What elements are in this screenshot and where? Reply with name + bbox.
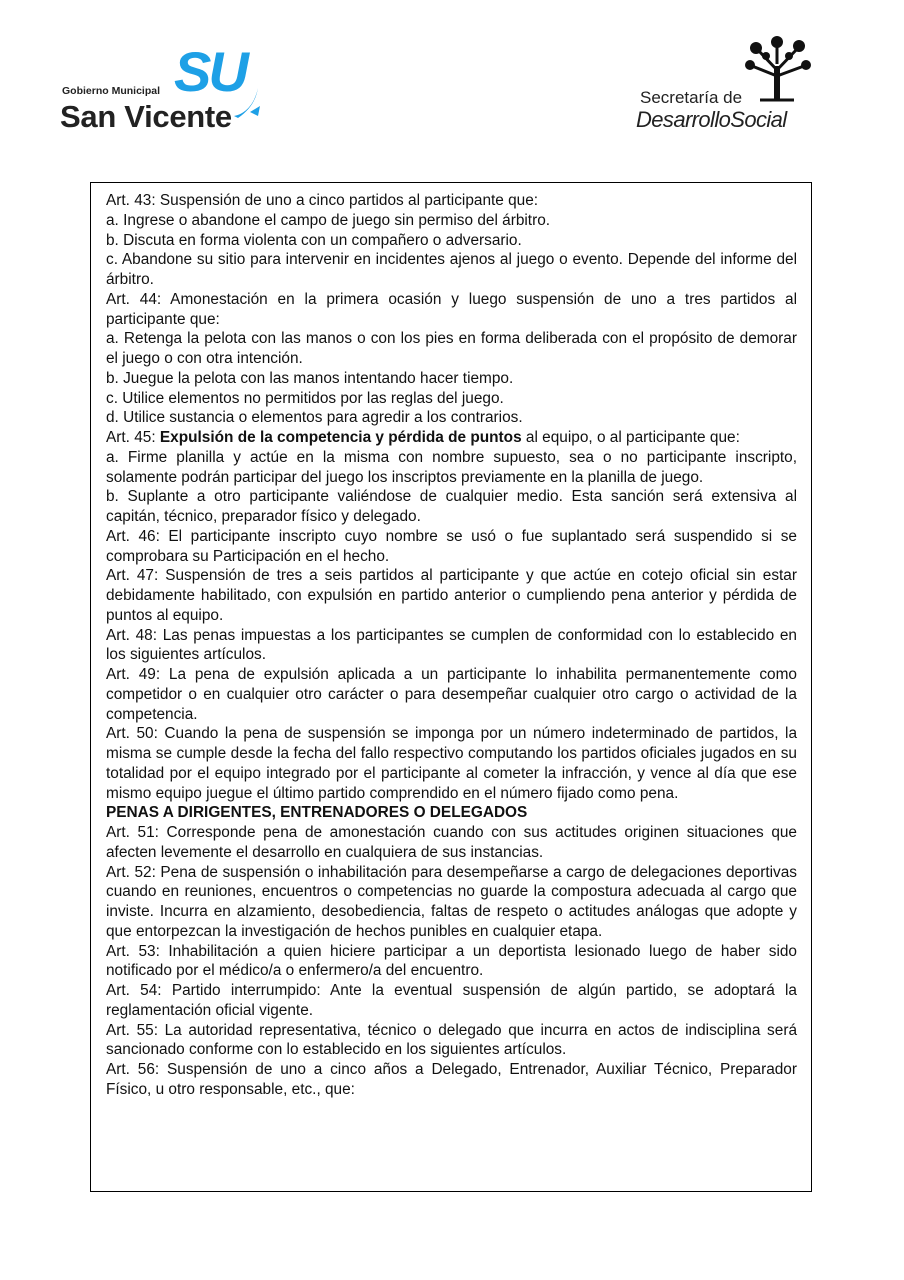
desarrollo-social-logo [636, 36, 826, 136]
swoosh-icon [232, 86, 262, 120]
art-43-item-c: c. Abandone su sitio para intervenir en incidentes ajenos al juego o evento. Depende del informe del árbitro. [106, 251, 797, 288]
section-heading [106, 803, 797, 823]
document-body [106, 191, 797, 1100]
art-45-item-b: b. Suplante a otro participante valiéndose de cualquier medio. Esta sanción será extensiva al capitán, técnico, preparador físico y delegado. [106, 488, 797, 525]
art-44-item-b: b. Juegue la pelota con las manos intentando hacer tiempo. [106, 369, 514, 387]
art-53: Art. 53: Inhabilitación a quien hiciere participar a un deportista lesionado luego de haber sido notificado por el médico/a o enfermero/a del encuentro. [106, 942, 797, 980]
art-56: Art. 56: Suspensión de uno a cinco años a Delegado, Entrenador, Auxiliar Técnico, Preparador Físico, u otro responsable, etc., que: [106, 1061, 797, 1098]
art-52: Art. 52: Pena de suspensión o inhabilitación para desempeñarse a cargo de delegaciones deportivas cuando en reuniones, encuentros o competencias no guarde la compostura adecuada al cargo que inviste. Incurra en alzamiento, desobediencia, faltas de respeto o actitudes análogas que adopte y que entorpezcan la investigación de hechos punibles en cualquier etapa. [106, 863, 797, 940]
art-55: Art. 55: La autoridad representativa, técnico o delegado que incurra en actos de indisciplina será sancionado conforme con lo establecido en los siguientes artículos. [106, 1021, 797, 1059]
art-50: Art. 50: Cuando la pena de suspensión se imponga por un número indeterminado de partidos, la misma se cumple desde la fecha del fallo respectivo computando los partidos oficiales jugados en su totalidad por el equipo integrado por el participante al cometer la infracción, y vence al día que ese mismo equipo juegue el último partido comprendido en el número fijado como pena. [106, 725, 797, 802]
art-45-suffix: al equipo, o al participante que: [521, 429, 740, 446]
gobierno-municipal-label: Gobierno Municipal [62, 85, 161, 97]
art-44-item-c: c. Utilice elementos no permitidos por las reglas del juego. [106, 389, 504, 407]
art-46: Art. 46: El participante inscripto cuyo nombre se usó o fue suplantado será suspendido si se comprobara su Participación en el hecho. [106, 527, 797, 565]
art-44-item-a: a. Retenga la pelota con las manos o con los pies en forma deliberada con el propósito de demorar el juego o con otra intención. [106, 330, 797, 367]
art-43-item-a: a. Ingrese o abandone el campo de juego sin permiso del árbitro. [106, 211, 551, 229]
section-heading-text: PENAS A DIRIGENTES, ENTRENADORES O DELEGADOS [106, 804, 528, 822]
art-45 [106, 428, 797, 448]
art-43-item-b: b. Discuta en forma violenta con un compañero o adversario. [106, 231, 522, 249]
su-logo-mark: SU [174, 40, 246, 103]
art-45-item-a: a. Firme planilla y actúe en la misma con nombre supuesto, sea o no participante inscripto, solamente podrán participar del juego los inscriptos previamente en la planilla de juego. [106, 448, 797, 486]
tree-hands-icon [742, 36, 814, 102]
art-51: Art. 51: Corresponde pena de amonestación cuando con sus actitudes originen situaciones que afecten levemente el desarrollo en cualquiera de sus instancias. [106, 824, 797, 861]
art-44: Art. 44: Amonestación en la primera ocasión y luego suspensión de uno a tres partidos al participante que: [106, 290, 797, 328]
art-49: Art. 49: La pena de expulsión aplicada a un participante lo inhabilita permanentemente como competidor o en cualquier otro carácter o para desempeñar cualquier otro cargo o actividad de la competencia. [106, 666, 797, 723]
art-48: Art. 48: Las penas impuestas a los participantes se cumplen de conformidad con lo establecido en los siguientes artículos. [106, 626, 797, 664]
art-45-prefix: Art. 45: [106, 429, 160, 446]
art-45-bold: Expulsión de la competencia y pérdida de puntos [159, 429, 522, 446]
page-header [0, 0, 904, 175]
san-vicente-label: San Vicente [60, 99, 232, 134]
art-44-item-d: d. Utilice sustancia o elementos para agredir a los contrarios. [106, 409, 523, 427]
desarrollo-social-label: DesarrolloSocial [636, 107, 787, 132]
art-54: Art. 54: Partido interrumpido: Ante la eventual suspensión de algún partido, se adoptará la reglamentación oficial vigente. [106, 982, 797, 1019]
gobierno-municipal-logo [60, 40, 270, 137]
secretaria-label: Secretaría de [640, 88, 743, 107]
art-43: Art. 43: Suspensión de uno a cinco partidos al participante que: [106, 192, 539, 209]
art-47: Art. 47: Suspensión de tres a seis partidos al participante y que actúe en cotejo oficial sin estar debidamente habilitado, con expulsión en partido anterior o cumpliendo pena anterior y pérdida de puntos al equipo. [106, 567, 797, 624]
